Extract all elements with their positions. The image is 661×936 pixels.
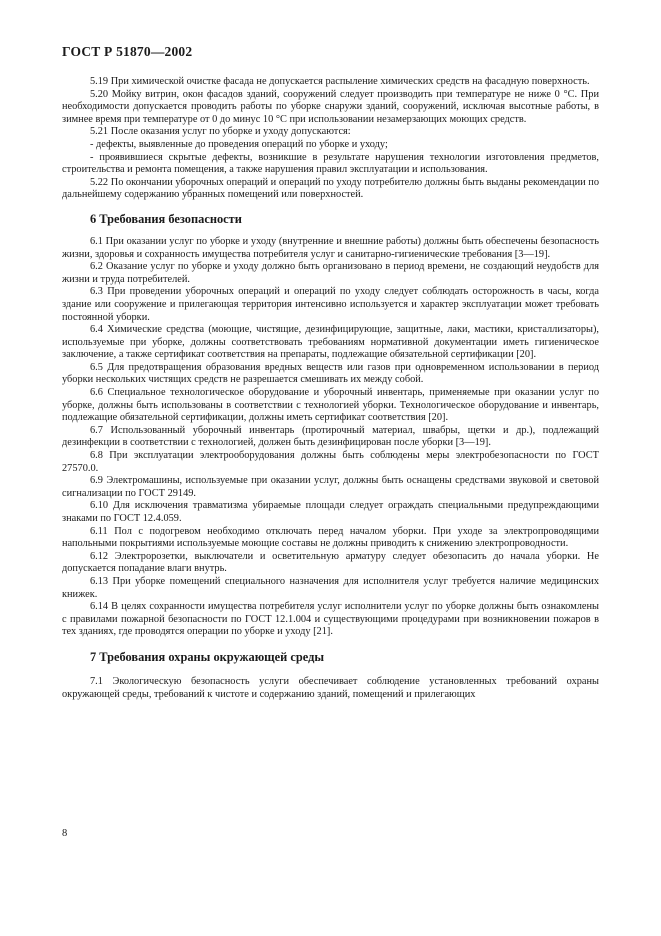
paragraph-6-3: 6.3 При проведении уборочных операций и операций по уходу следует соблюдать осторожность в часы, когда здание или сооружение и прилегающая территория интенсивно используется и характер эксплуатации может требовать постоянной уборки. bbox=[62, 286, 599, 323]
paragraph-6-6: 6.6 Специальное технологическое оборудование и уборочный инвентарь, применяемые при оказании услуг по уборке, должны быть использованы в соответствии с технологией уборки. Технологическое оборудование и инвентарь, подлежащие обязательной сертификации, должны иметь сертификат соответствия [20]. bbox=[62, 387, 599, 424]
paragraph-5-19: 5.19 При химической очистке фасада не допускается распыление химических средств на фасадную поверхность. bbox=[90, 76, 590, 87]
paragraph-6-12: 6.12 Электророзетки, выключатели и осветительную арматуру следует обезопасить до начала уборки. Не допускается попадание влаги внутрь. bbox=[62, 550, 599, 575]
paragraph-5-21: 5.21 После оказания услуг по уборке и уходу допускаются: bbox=[90, 126, 351, 138]
list-item-hidden-defects: - проявившиеся скрытые дефекты, возникшие в результате нарушения технологии изготовления предметов, строительства и ремонта помещения, а также нарушения правил эксплуатации и использования. bbox=[62, 151, 599, 176]
paragraph-5-20: 5.20 Мойку витрин, окон фасадов зданий, сооружений следует производить при температуре не ниже 0 °С. При необходимости допускается проводить работы по уборке снаружи зданий, сооружений, исключая высотные работы, в зимнее время при температуре от 0 до минус 10 °С при использовании незамерзающих моющих средств. bbox=[62, 88, 599, 125]
paragraph-6-9: 6.9 Электромашины, используемые при оказании услуг, должны быть оснащены средствами звуковой и световой сигнализации по ГОСТ 29149. bbox=[62, 475, 599, 499]
list-item-defects: - дефекты, выявленные до проведения операций по уборке и уходу; bbox=[90, 138, 388, 150]
page-number: 8 bbox=[62, 828, 68, 839]
paragraph-6-10: 6.10 Для исключения травматизма убираемые площади следует ограждать специальными предупреждающими знаками по ГОСТ 12.4.059. bbox=[62, 500, 599, 524]
document-body bbox=[62, 76, 599, 701]
paragraph-6-2: 6.2 Оказание услуг по уборке и уходу должно быть организовано в период времени, не создающий неудобств для жизни и труда потребителей. bbox=[62, 261, 599, 285]
paragraph-6-14: 6.14 В целях сохранности имущества потребителя услуг исполнители услуг по уборке должны быть ознакомлены с правилами пожарной безопасности по ГОСТ 12.1.004 и существующими процедурами при возникновении пожаров в тех зданиях, где проводятся операции по уборке и уходу [21]. bbox=[62, 601, 599, 638]
paragraph-7-1: 7.1 Экологическую безопасность услуги обеспечивает соблюдение установленных требований охраны окружающей среды, требований к чистоте и содержанию зданий, помещений и прилегающих bbox=[62, 675, 599, 700]
paragraph-6-13: 6.13 При уборке помещений специального назначения для исполнителя услуг требуется наличие медицинских книжек. bbox=[62, 575, 599, 600]
paragraph-6-5: 6.5 Для предотвращения образования вредных веществ или газов при одновременном использовании в период уборки нескольких чистящих средств не разрешается смешивать их между собой. bbox=[62, 361, 599, 386]
paragraph-6-11: 6.11 Пол с подогревом необходимо отключать перед началом уборки. При уходе за электропроводящими напольными покрытиями используемые моющие составы не должны приводить к снижению электропроводности. bbox=[62, 525, 599, 550]
paragraph-6-8: 6.8 При эксплуатации электрооборудования должны быть соблюдены меры электробезопасности по ГОСТ 27570.0. bbox=[62, 450, 599, 474]
paragraph-6-1: 6.1 При оказании услуг по уборке и уходу (внутренние и внешние работы) должны быть обеспечены безопасность жизни, здоровья и сохранность имущества потребителя услуг и санитарно-гигиенические требования [3—19]. bbox=[62, 235, 599, 260]
paragraph-5-22: 5.22 По окончании уборочных операций и операций по уходу потребителю должны быть выданы рекомендации по дальнейшему содержанию убранных помещений или поверхностей. bbox=[62, 176, 599, 201]
paragraph-6-4: 6.4 Химические средства (моющие, чистящие, дезинфицирующие, защитные, лаки, мастики, кристаллизаторы), используемые при уборке, должны соответствовать требованиям нормативной документации иметь гигиеническое заключение, а также сертификат соответствия на препараты, подлежащие обязательной сертификации [20]. bbox=[62, 324, 599, 361]
section-6-title: 6 Требования безопасности bbox=[90, 211, 242, 226]
section-7-title: 7 Требования охраны окружающей среды bbox=[90, 649, 325, 664]
paragraph-6-7: 6.7 Использованный уборочный инвентарь (протирочный материал, швабры, щетки и др.), подлежащий дезинфекции в соответствии с технологией, должен быть дезинфицирован после уборки [3—19]. bbox=[62, 424, 599, 449]
document-header: ГОСТ Р 51870—2002 bbox=[62, 44, 193, 59]
